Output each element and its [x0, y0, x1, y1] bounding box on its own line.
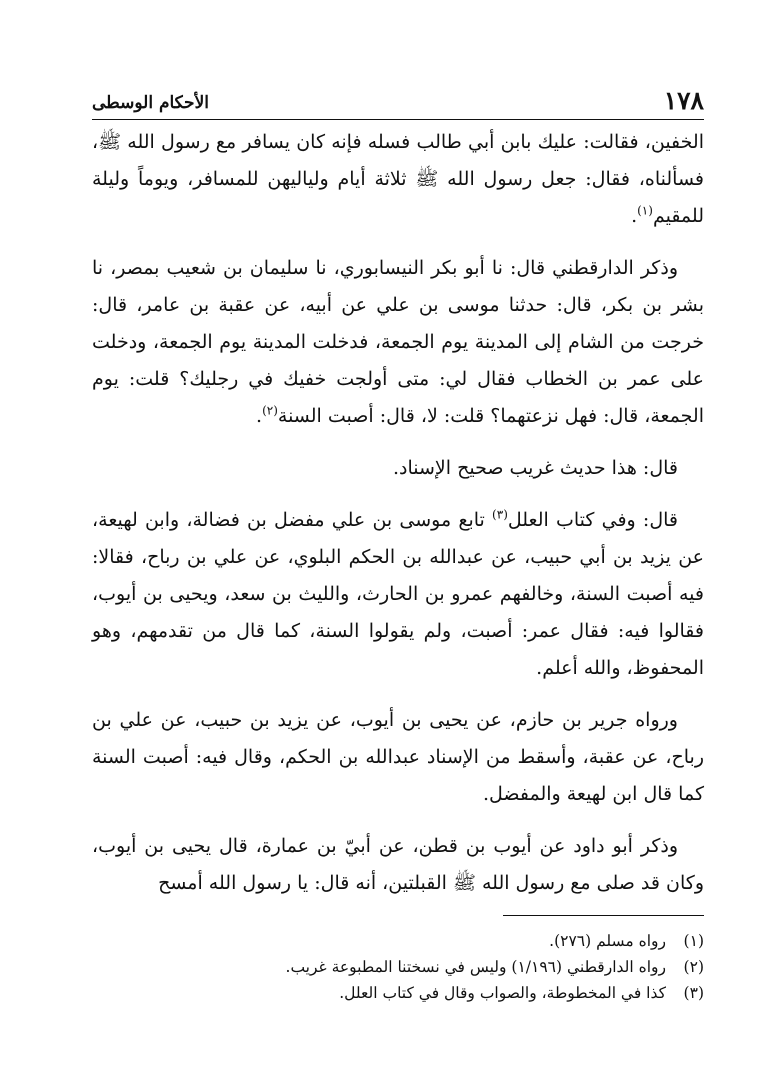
footnote-number: (١): [683, 932, 704, 950]
paragraph-text: ورواه جرير بن حازم، عن يحيى بن أيوب، عن يزيد بن حبيب، عن علي بن رباح، عن عقبة، وأسقط من الإسناد عبدالله بن الحكم، وقال فيه: أصبت السنة كما قال ابن لهيعة والمفضل.: [92, 709, 704, 805]
footnote-reference[interactable]: (١): [637, 203, 653, 218]
page-header: [92, 84, 704, 114]
paragraph: [92, 702, 704, 813]
paragraph: [92, 502, 704, 687]
footnote-number: (٢): [683, 958, 704, 976]
paragraph-text: وذكر الدارقطني قال: نا أبو بكر النيسابوري، نا سليمان بن شعيب بمصر، نا بشر بن بكر، قال: حدثنا موسى بن علي عن أبيه، عن عقبة بن عامر، قال: خرجت من الشام إلى المدينة يوم الجمعة، فدخلت المدينة يوم الجمعة، ودخلت على عمر بن الخطاب فقال لي: متى أولجت خفيك في رجليك؟ قلت: يوم الجمعة، قال: فهل نزعتهما؟ قلت: لا، قال: أصبت السنة: [92, 257, 704, 427]
footnote: [92, 980, 704, 1006]
paragraph-text: قال: وفي كتاب العلل: [507, 509, 678, 531]
sentence-end: .: [256, 405, 263, 427]
sentence-end: .: [631, 205, 638, 227]
running-title: الأحكام الوسطى: [92, 93, 209, 113]
page-number: ١٧٨: [663, 86, 704, 115]
paragraph-text: تابع موسى بن علي مفضل بن فضالة، وابن لهيعة، عن يزيد بن أبي حبيب، عن عبدالله بن الحكم البلوي، عن علي بن رباح، فقالا: فيه أصبت السنة، وخالفهم عمرو بن الحارث، والليث بن سعد، ويحيى بن أيوب، فقالوا فيه: فقال عمر: أصبت، ولم يقولوا السنة، كما قال من تقدمهم، وهو المحفوظ، والله أعلم.: [92, 509, 704, 679]
paragraph: [92, 250, 704, 435]
header-divider: [92, 119, 704, 120]
footnote-text: كذا في المخطوطة، والصواب وقال في كتاب العلل.: [339, 984, 666, 1002]
paragraph-text: وذكر أبو داود عن أيوب بن قطن، عن أبيّ بن عمارة، قال يحيى بن أيوب، وكان قد صلى مع رسول الله ﷺ القبلتين، أنه قال: يا رسول الله أمسح: [92, 835, 704, 894]
paragraph-text: قال: هذا حديث غريب صحيح الإسناد.: [392, 457, 678, 479]
footnote-text: رواه الدارقطني (١/١٩٦) وليس في نسختنا المطبوعة غريب.: [285, 958, 666, 976]
paragraph: [92, 828, 704, 902]
footnotes: [92, 928, 704, 1006]
paragraph: [92, 124, 704, 235]
footnote: [92, 954, 704, 980]
footnote-reference[interactable]: (٢): [262, 403, 278, 418]
footnote-number: (٣): [683, 984, 704, 1002]
footnote-text: رواه مسلم (٢٧٦).: [549, 932, 666, 950]
paragraph: [92, 450, 704, 487]
footnote-reference[interactable]: (٣): [492, 507, 508, 522]
footnote-divider: [503, 915, 704, 916]
paragraph-text: الخفين، فقالت: عليك بابن أبي طالب فسله فإنه كان يسافر مع رسول الله ﷺ، فسألناه، فقال: جعل رسول الله ﷺ ثلاثة أيام ولياليهن للمسافر، ويوماً وليلة للمقيم: [92, 131, 704, 227]
main-text: [92, 124, 704, 902]
footnote: [92, 928, 704, 954]
